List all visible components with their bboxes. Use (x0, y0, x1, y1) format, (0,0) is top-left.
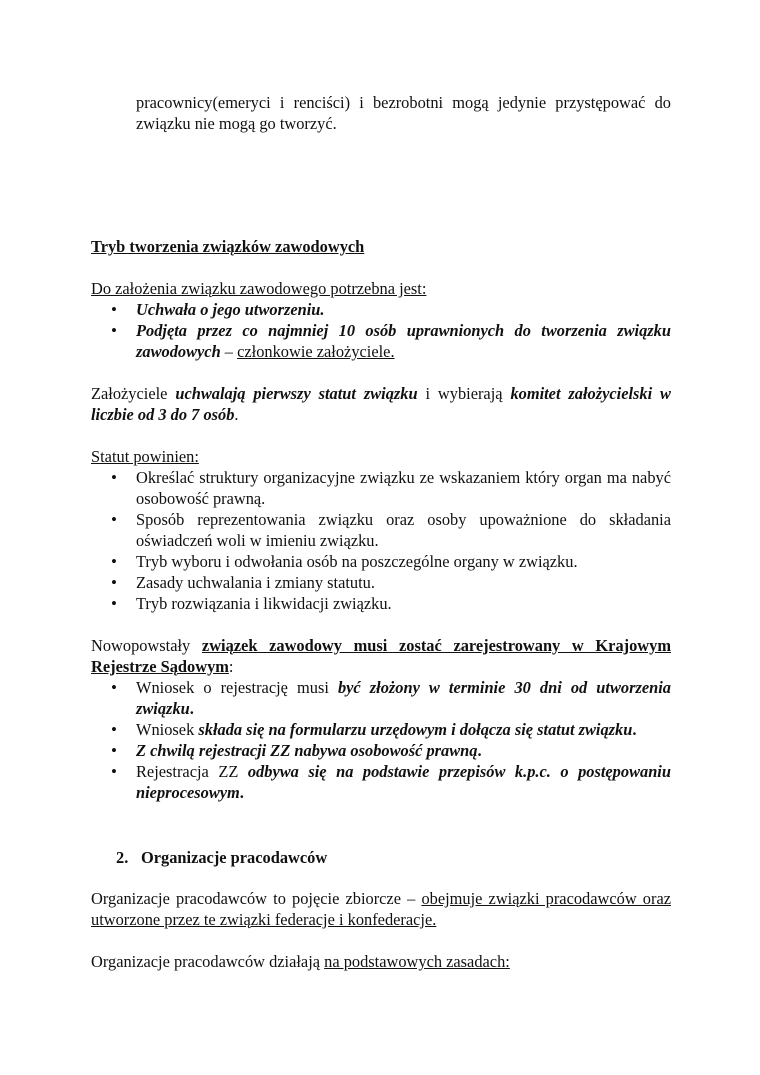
statut-section (91, 446, 671, 614)
org-def-t1: Organizacje pracodawców to pojęcie zbiorcze – (91, 889, 422, 908)
founders-b2: komitet założycielski w liczbie od 3 do 7 osób (91, 384, 671, 424)
tryb-lead: Do założenia związku zawodowego potrzebna jest: (91, 279, 427, 298)
tryb-item-2-dash: – (220, 342, 238, 361)
founders-b1: uchwalają pierwszy statut związku (175, 384, 418, 403)
registration-t2: : (228, 657, 234, 676)
reg-item-1-tail: . (189, 699, 194, 718)
list-item: • Zasady uchwalania i zmiany statutu. (136, 572, 671, 593)
reg-item-2-bold: składa się na formularzu urzędowym i dołącza się statut związku (198, 720, 633, 739)
section-tryb (91, 236, 671, 362)
list-item: • Sposób reprezentowania związku oraz osoby upoważnione do składania oświadczeń woli w imieniu związku. (136, 509, 671, 551)
registration-section (91, 635, 671, 803)
reg-item-2-tail: . (632, 720, 637, 739)
reg-item-4-tail: . (239, 783, 244, 802)
registration-list (91, 677, 671, 803)
reg-item-2-plain: Wniosek (136, 720, 199, 739)
tryb-item-2-bold: Podjęta przez co najmniej 10 osób uprawnionych do tworzenia związku zawodowych (136, 321, 671, 361)
intro-text: pracownicy(emeryci i renciści) i bezrobotni mogą jedynie przystępować do związku nie mogą go tworzyć. (136, 93, 671, 133)
founders-t3: . (234, 405, 239, 424)
section2-heading (116, 847, 671, 868)
statut-list (91, 467, 671, 614)
founders-paragraph (91, 383, 671, 425)
registration-t1: Nowopowstały (91, 636, 202, 655)
list-item (136, 320, 671, 362)
list-item (136, 761, 671, 803)
tryb-list (91, 299, 671, 362)
list-item: • Tryb rozwiązania i likwidacji związku. (136, 593, 671, 614)
intro-paragraph (136, 92, 671, 134)
section2-number: 2. (116, 848, 129, 867)
reg-item-4-plain: Rejestracja ZZ (136, 762, 248, 781)
list-item (136, 299, 671, 320)
list-item: • Tryb wyboru i odwołania osób na poszczególne organy w związku. (136, 551, 671, 572)
tryb-item-1: Uchwała o jego utworzeniu. (136, 300, 325, 319)
org-rules-u1: na podstawowych zasadach: (324, 952, 510, 971)
reg-item-3-tail: . (477, 741, 482, 760)
statut-lead: Statut powinien: (91, 447, 199, 466)
org-definition (91, 888, 671, 930)
list-item (136, 677, 671, 719)
reg-item-3-bold: Z chwilą rejestracji ZZ nabywa osobowość prawną (136, 741, 478, 760)
org-rules-t1: Organizacje pracodawców działają (91, 952, 325, 971)
list-item (136, 740, 671, 761)
section-heading-tryb: Tryb tworzenia związków zawodowych (91, 237, 365, 256)
org-rules (91, 951, 671, 972)
founders-t1: Założyciele (91, 384, 176, 403)
reg-item-4-bold: odbywa się na podstawie przepisów k.p.c. o postępowaniu nieprocesowym (136, 762, 671, 802)
reg-item-1-plain: Wniosek o rejestrację musi (136, 678, 338, 697)
founders-t2: i wybierają (417, 384, 511, 403)
list-item: • Określać struktury organizacyjne związku ze wskazaniem który organ ma nabyć osobowość prawną. (136, 467, 671, 509)
tryb-item-2-link: członkowie założyciele. (237, 342, 395, 361)
list-item (136, 719, 671, 740)
org-def-u1: obejmuje związki pracodawców oraz utworzone przez te związki federacje i konfederacje. (91, 889, 671, 929)
section2-title: Organizacje pracodawców (141, 848, 328, 867)
reg-item-1-bold: być złożony w terminie 30 dni od utworzenia związku (136, 678, 672, 718)
registration-u1: związek zawodowy musi zostać zarejestrowany w Krajowym Rejestrze Sądowym (91, 636, 671, 676)
